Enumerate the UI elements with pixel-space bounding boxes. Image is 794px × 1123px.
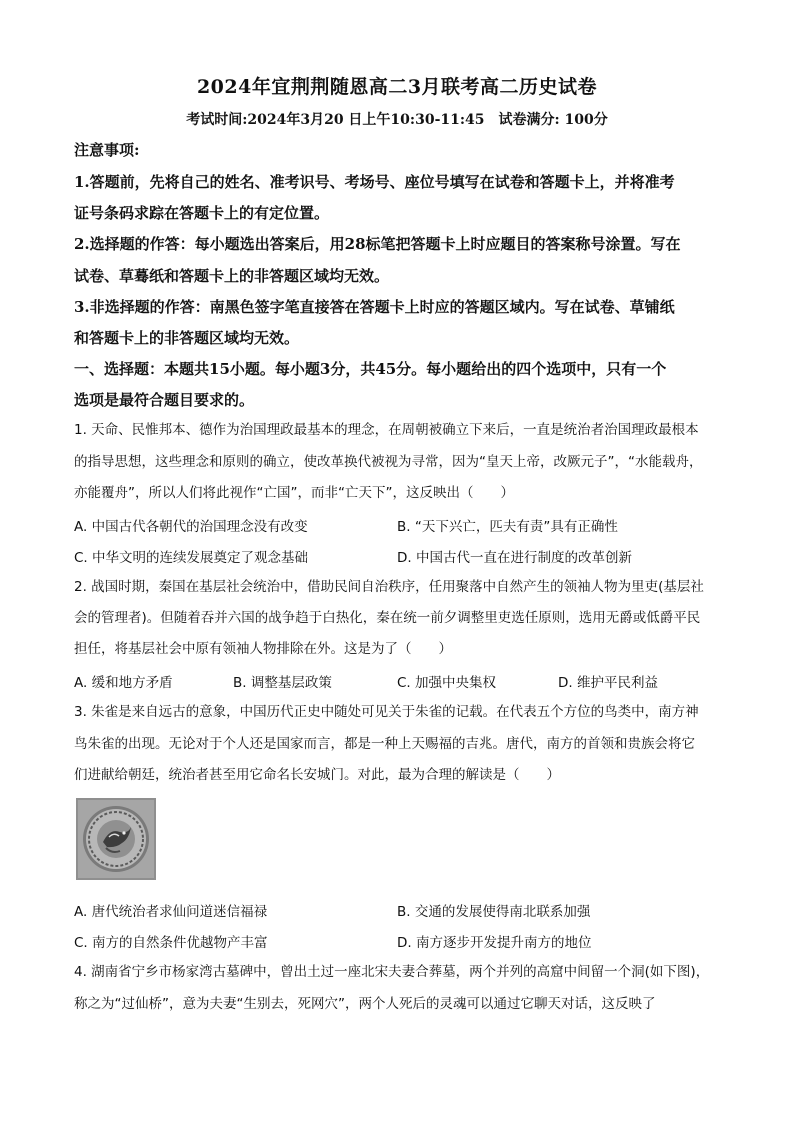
question-3-option-a: A. 唐代统治者求仙问道迷信福禄	[74, 904, 268, 920]
question-3-option-d: D. 南方逐步开发提升南方的地位	[397, 935, 592, 951]
question-3-text: 3. 朱雀是来自远古的意象，中国历代正史中随处可见关于朱雀的记载。在代表五个方位的鸟类中，南方神	[74, 704, 699, 720]
question-3-text: 们进献给朝廷，统治者甚至用它命名长安城门。对此，最为合理的解读是（ ）	[74, 767, 560, 783]
question-3-text: 鸟朱雀的出现。无论对于个人还是国家而言，都是一种上天赐福的吉兆。唐代，南方的首领和贵族会将它	[74, 736, 695, 752]
question-1-text: 亦能覆舟”，所以人们将此视作“亡国”，而非“亡天下”，这反映出（ ）	[74, 485, 514, 501]
question-2-text: 会的管理者)。但随着吞并六国的战争趋于白热化，秦在统一前夕调整里吏选任原则，选用无爵或低爵平民	[74, 610, 701, 626]
question-2-option-c: C. 加强中央集权	[397, 675, 497, 691]
section-heading: 一、选择题：本题共15小题。每小题3分，共45分。每小题给出的四个选项中，只有一个	[74, 360, 667, 378]
question-2-text: 担任，将基层社会中原有领袖人物排除在外。这是为了（ ）	[74, 641, 452, 657]
question-4-text: 4. 湖南省宁乡市杨家湾古墓碑中，曾出土过一座北宋夫妻合葬墓，两个并列的高窟中间留一个洞(如下图)，	[74, 964, 710, 980]
notes-heading: 注意事项:	[74, 141, 140, 159]
question-4-text: 称之为“过仙桥”，意为夫妻“生别去，死网穴”，两个人死后的灵魂可以通过它聊天对话，这反映了	[74, 996, 656, 1012]
question-3-option-c: C. 南方的自然条件优越物产丰富	[74, 935, 268, 951]
question-1-option-d: D. 中国古代一直在进行制度的改革创新	[397, 550, 632, 566]
question-1-option-b: B. “天下兴亡，匹夫有责”具有正确性	[397, 519, 618, 535]
question-1-text: 1. 天命、民惟邦本、德作为治国理政最基本的理念，在周朝被确立下来后，一直是统治者治国理政最根本	[74, 422, 699, 438]
question-2-option-b: B. 调整基层政策	[233, 675, 332, 691]
vermilion-bird-tile-image	[76, 798, 156, 880]
question-2-option-d: D. 维护平民利益	[558, 675, 658, 691]
question-3-option-b: B. 交通的发展使得南北联系加强	[397, 904, 591, 920]
notes-line: 3.非选择题的作答：南黑色签字笔直接答在答题卡上时应的答题区域内。写在试卷、草铺纸	[74, 298, 675, 316]
question-1-option-a: A. 中国古代各朝代的治国理念没有改变	[74, 519, 308, 535]
exam-info: 考试时间:2024年3月20 日上午10:30-11:45 试卷满分: 100分	[186, 112, 608, 128]
question-1-text: 的指导思想，这些理念和原则的确立，使改革换代被视为寻常，因为“皇天上帝，改厥元子”，“水能载舟，	[74, 454, 703, 470]
question-2-option-a: A. 缓和地方矛盾	[74, 675, 173, 691]
notes-line: 2.选择题的作答：每小题选出答案后，用28标笔把答题卡上时应题目的答案称号涂置。写在	[74, 235, 681, 253]
section-heading: 选项是最符合题目要求的。	[74, 391, 255, 409]
notes-line: 和答题卡上的非答题区域均无效。	[74, 329, 300, 347]
notes-line: 1.答题前，先将自己的姓名、准考识号、考场号、座位号填写在试卷和答题卡上，并将准考	[74, 173, 675, 191]
notes-line: 试卷、草蓦纸和答题卡上的非答题区域均无效。	[74, 267, 390, 285]
page-title: 2024年宜荆荆随恩高二3月联考高二历史试卷	[196, 76, 598, 98]
question-1-option-c: C. 中华文明的连续发展奠定了观念基础	[74, 550, 309, 566]
notes-line: 证号条码求踪在答题卡上的有定位置。	[74, 204, 330, 222]
question-2-text: 2. 战国时期，秦国在基层社会统治中，借助民间自治秩序，任用聚落中自然产生的领袖人物为里吏(基层社	[74, 579, 704, 595]
